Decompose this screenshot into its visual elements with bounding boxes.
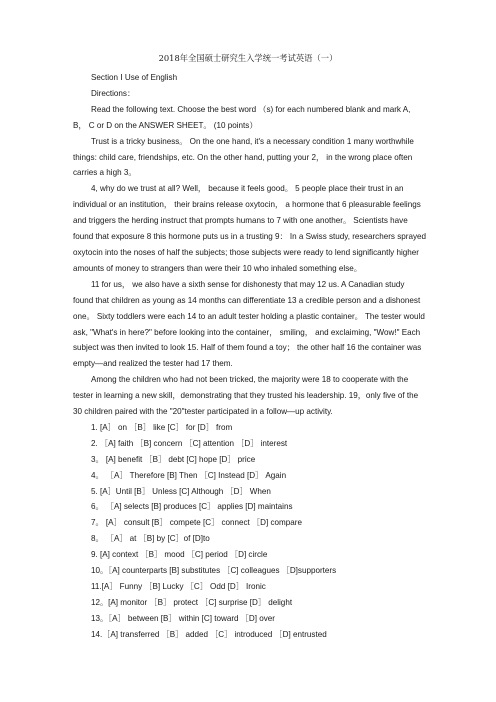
exam-title: 2018年全国硕士研究生入学统一考试英语（一） (158, 53, 338, 63)
option-line: 8。 ［A］ at ［B] by [C］of [D]to (91, 534, 210, 544)
paragraph-3: 11 for us， we also have a sixth sense for dishonesty that may 12 us. A Canadian study found that children as young as 14 months can differentiate 13 a credible person and a dishonest one。 Sixty toddlers were each 14 to an adult tester holding a plastic container。 The tester would ask, "What's in here?" before looking into the container， smiling， and exclaiming, "Wow!" Each subject was then invited to look 15. Half of them found a toy； the other half 16 the container was empty—and realized the tester had 17 them. (73, 279, 425, 369)
directions-text: Read the following text. Choose the best word （s) for each numbered blank and mark A, B， C or D on the ANSWER SHEET。 (10 points） (73, 104, 411, 130)
option-line: 10。［A] counterparts [B] substitutes ［C] colleagues ［D]supporters (91, 566, 337, 576)
option-line: 4。 ［A］ Therefore [B] Then ［C] Instead [D］ Again (91, 470, 287, 480)
paragraph-4: Among the children who had not been tricked, the majority were 18 to cooperate with the tester in learning a new skill，demonstrating that they trusted his leadership. 19，only five of the 30 children paired with the "20"tester participated in a follow—up activity. (73, 375, 419, 417)
option-line: 9. [A] context ［B］ mood ［C] period ［D] circle (91, 550, 268, 560)
option-line: 6。 ［A] selects [B] produces [C］ applies [D] maintains (91, 502, 293, 512)
directions-label: Directions： (91, 88, 136, 98)
paragraph-1: Trust is a tricky business。 On the one hand, it's a necessary condition 1 many worthwhile things: child care, friendships, etc. On the other hand, putting your 2， in the wrong place often carries a high 3。 (73, 136, 414, 178)
option-line: 1. [A］ on ［B］ like [C］ for [D］ from (91, 422, 233, 432)
paragraph-2: 4, why do we trust at all? Well， because it feels good。 5 people place their trust in an individual or an institution， their brains release oxytocin， a hormone that 6 pleasurable feelings and triggers the herding instruct that prompts humans to 7 with one another。 Scientists have found that exposure 8 this hormone puts us in a trusting 9： In a Swiss study, researchers sprayed oxytocin into the noses of half the subjects; those subjects were ready to lend significantly higher amounts of money to strangers than were their 10 who inhaled something else。 (73, 184, 427, 273)
option-line: 11.[A］ Funny ［B] Lucky ［C］ Odd [D］ Ironic (91, 582, 266, 591)
document-body (73, 70, 426, 643)
answer-options-list (73, 420, 426, 643)
option-line: 3。 [A] benefit ［B］ debt [C] hope [D］ price (91, 454, 256, 464)
option-line: 2. ［A] faith ［B] concern ［C] attention ［D］ interest (91, 438, 288, 448)
option-line: 7。 [A］ consult [B］ compete [C］ connect ［D] compare (91, 518, 302, 528)
option-line: 5. [A］Until [B］ Unless [C] Although ［D］ When (91, 486, 271, 496)
option-line: 13。［A］ between [B］ within [C] toward ［D] over (91, 613, 275, 623)
option-line: 12。[A] monitor ［B］ protect ［C] surprise [D］ delight (91, 597, 293, 607)
section-heading: Section Ⅰ Use of English (91, 73, 178, 82)
option-line: 14.［A] transferred ［B］ added ［C］ introduced ［D] entrusted (91, 629, 327, 639)
